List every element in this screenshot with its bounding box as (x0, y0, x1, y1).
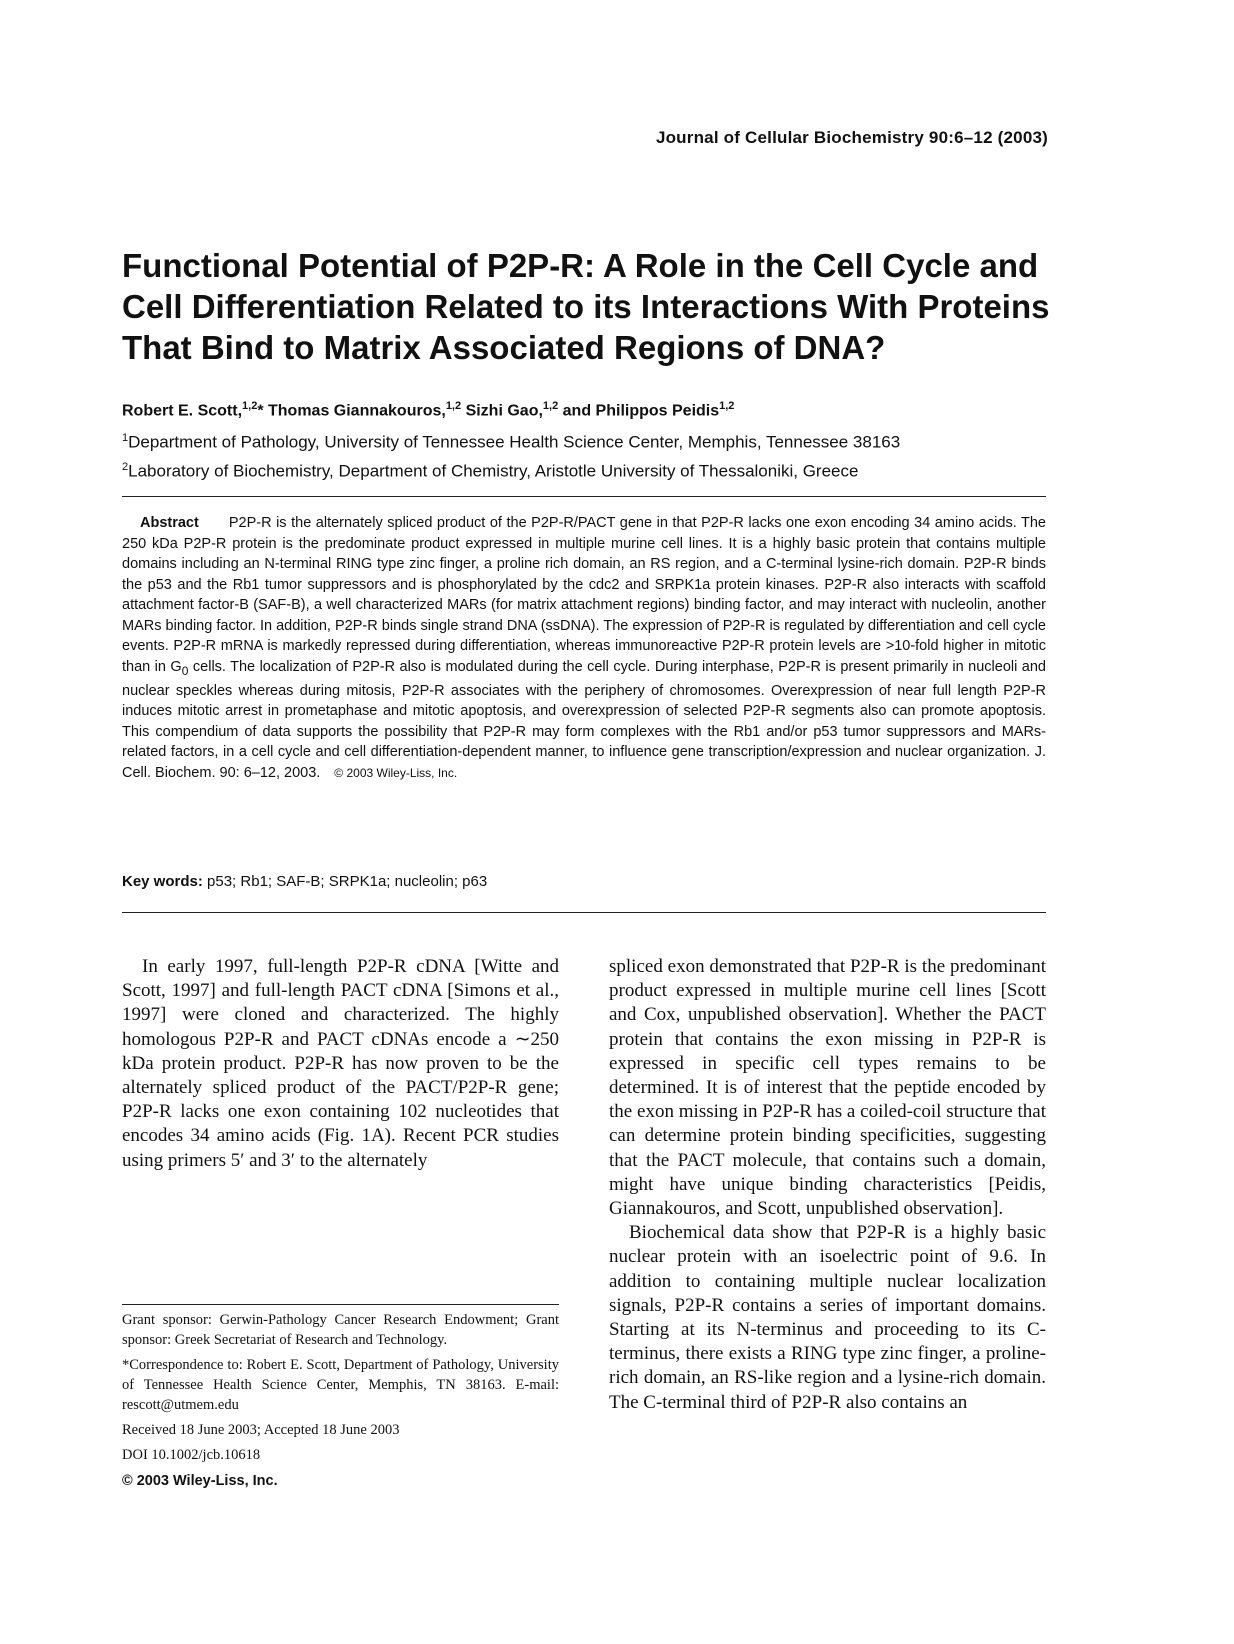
author-affiliation-mark: 1,2 (542, 400, 559, 412)
affiliation-text: Department of Pathology, University of Tennessee Health Science Center, Memphis, Tennessee 38163 (128, 432, 901, 452)
body-column-left (122, 955, 559, 1173)
keywords-label: Key words: (122, 873, 203, 890)
abstract-text-1: P2P-R is the alternately spliced product of the P2P-R/PACT gene in that P2P-R lacks one exon encoding 34 amino acids. The 250 kDa P2P-R protein is the predominate product expressed in multiple murine cell lines. It is a highly basic protein that contains multiple domains including an N-terminal RING type zinc finger, a proline rich domain, an RS region, and a C-terminal lysine-rich domain. P2P-R binds the p53 and the Rb1 tumor suppressors and is phosphorylated by the cdc2 and SRPK1a protein kinases. P2P-R also interacts with scaffold attachment factor-B (SAF-B), a well characterized MARs (for matrix attachment regions) binding factor, and may interact with nucleolin, another MARs binding factor. In addition, P2P-R binds single strand DNA (ssDNA). The expression of P2P-R is regulated by differentiation and cell cycle events. P2P-R mRNA is markedly repressed during differentiation, whereas immunoreactive P2P-R protein levels are >10-fold higher in mitotic than in G (122, 515, 1046, 675)
divider-top (122, 496, 1046, 497)
author-name: and Philippos Peidis (562, 402, 720, 420)
doi: DOI 10.1002/jcb.10618 (122, 1447, 261, 1463)
footnote-copyright: © 2003 Wiley-Liss, Inc. (122, 1473, 278, 1489)
author-affiliation-mark: 1,2 (445, 400, 462, 412)
corresponding-mark: * (257, 402, 264, 420)
affiliation-number: 2 (122, 460, 129, 473)
author-name: Sizhi Gao, (465, 402, 543, 420)
body-column-right (609, 955, 1046, 1415)
abstract-label: Abstract (140, 515, 199, 531)
abstract-subscript: 0 (181, 663, 189, 678)
affiliation-2 (122, 455, 900, 484)
footnotes (122, 1310, 559, 1496)
abstract-text-2: cells. The localization of P2P-R also is modulated during the cell cycle. During interphase, P2P-R is present primarily in nucleoli and nuclear speckles whereas during mitosis, P2P-R associates with the periphery of chromosomes. Overexpression of near full length P2P-R induces mitotic arrest in prometaphase and mitotic apoptosis, and overexpression of selected P2P-R segments also can promote apoptosis. This compendium of data supports the possibility that P2P-R may form complexes with the Rb1 and/or p53 tumor suppressors and MARs-related factors, in a cell cycle and cell differentiation-dependent manner, to influence gene transcription/expression and nuclear organization. J. Cell. Biochem. 90: 6–12, 2003. (122, 658, 1046, 781)
author-affiliation-mark: 1,2 (719, 400, 735, 412)
received-date: Received 18 June 2003; Accepted 18 June 2003 (122, 1422, 400, 1438)
keywords (122, 873, 487, 890)
grant-footnote: Grant sponsor: Gerwin-Pathology Cancer Research Endowment; Grant sponsor: Greek Secretariat of Research and Technology. (122, 1312, 559, 1348)
author-name: Thomas Giannakouros, (268, 402, 446, 420)
divider-bottom (122, 912, 1046, 913)
correspondence-footnote: *Correspondence to: Robert E. Scott, Department of Pathology, University of Tennessee Health Science Center, Memphis, TN 38163. E-mail: rescott@utmem.edu (122, 1357, 559, 1413)
affiliations (122, 426, 900, 483)
abstract (122, 513, 1046, 783)
author-name: Robert E. Scott, (122, 402, 243, 420)
affiliation-text: Laboratory of Biochemistry, Department of Chemistry, Aristotle University of Thessaloniki, Greece (128, 461, 859, 481)
abstract-copyright: © 2003 Wiley-Liss, Inc. (334, 765, 458, 780)
body-paragraph: Biochemical data show that P2P-R is a highly basic nuclear protein with an isoelectric point of 9.6. In addition to containing multiple nuclear localization signals, P2P-R contains a series of important domains. Starting at its N-terminus and proceeding to its C-terminus, there exists a RING type zinc finger, a proline-rich domain, an RS-like region and a lysine-rich domain. The C-terminal third of P2P-R also contains an (609, 1222, 1046, 1413)
author-affiliation-mark: 1,2 (242, 400, 258, 412)
footnote-divider (122, 1304, 559, 1305)
author-list (122, 396, 734, 421)
body-paragraph: spliced exon demonstrated that P2P-R is the predominant product expressed in multiple murine cell lines [Scott and Cox, unpublished observation]. Whether the PACT protein that contains the exon missing in P2P-R is expressed in specific cell types remains to be determined. It is of interest that the peptide encoded by the exon missing in P2P-R has a coiled-coil structure that can determine protein binding specificities, suggesting that the PACT molecule, that contains such a domain, might have unique binding characteristics [Peidis, Giannakouros, and Scott, unpublished observation]. (609, 956, 1046, 1220)
article-title: Functional Potential of P2P-R: A Role in the Cell Cycle and Cell Differentiation Related to its Interactions With Proteins That Bind to Matrix Associated Regions of DNA? (122, 247, 1050, 366)
affiliation-1 (122, 426, 900, 455)
body-paragraph: In early 1997, full-length P2P-R cDNA [Witte and Scott, 1997] and full-length PACT cDNA [Simons et al., 1997] were cloned and characterized. The highly homologous P2P-R and PACT cDNAs encode a ∼250 kDa protein product. P2P-R has now proven to be the alternately spliced product of the PACT/P2P-R gene; P2P-R lacks one exon containing 102 nucleotides that encodes 34 amino acids (Fig. 1A). Recent PCR studies using primers 5′ and 3′ to the alternately (122, 956, 559, 1171)
keywords-text: p53; Rb1; SAF-B; SRPK1a; nucleolin; p63 (207, 873, 488, 890)
affiliation-number: 1 (122, 432, 129, 444)
journal-header: Journal of Cellular Biochemistry 90:6–12 (2003) (655, 128, 1048, 147)
